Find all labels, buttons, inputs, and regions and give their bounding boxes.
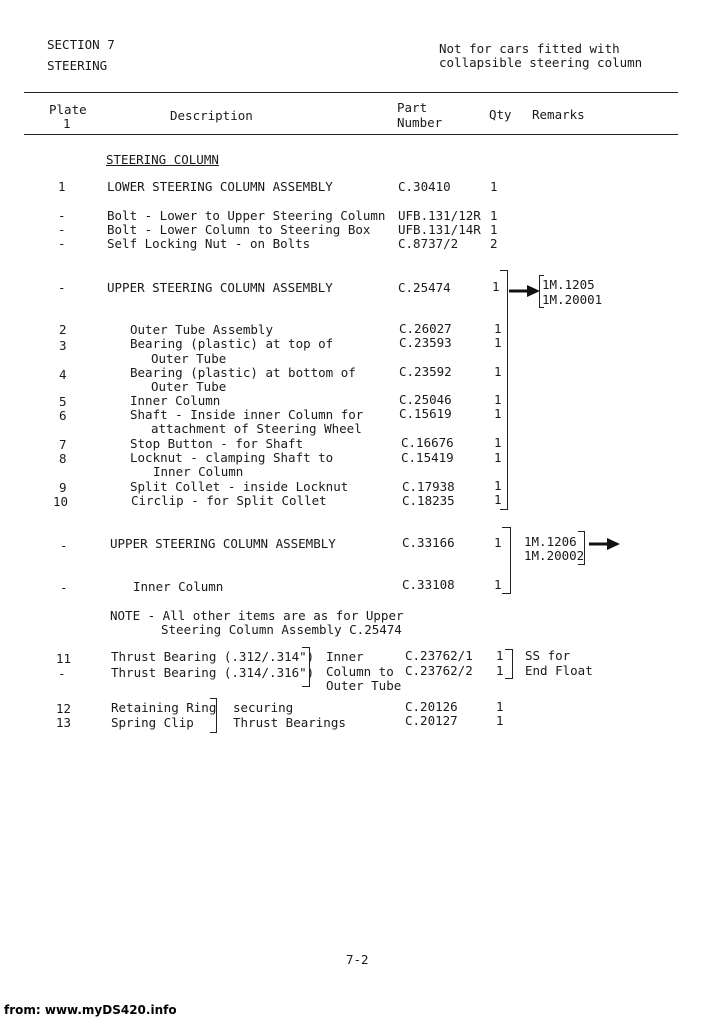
- remark-serial: 1M.1205: [542, 277, 595, 292]
- desc-cell: UPPER STEERING COLUMN ASSEMBLY: [110, 536, 336, 551]
- desc-cell: Bolt - Lower to Upper Steering Column: [107, 208, 386, 223]
- assembly-bracket: [502, 527, 511, 594]
- col-plate-number: 1: [63, 116, 71, 131]
- page-number: 7-2: [346, 952, 369, 967]
- plate-cell: 2: [59, 322, 67, 337]
- part-cell: C.20127: [405, 713, 458, 728]
- qty-cell: 1: [490, 208, 498, 223]
- part-cell: C.25474: [398, 280, 451, 295]
- plate-cell: -: [58, 666, 66, 681]
- part-cell: C.15619: [399, 406, 452, 421]
- part-cell: C.16676: [401, 435, 454, 450]
- desc-cell: Spring Clip: [111, 715, 194, 730]
- plate-cell: 6: [59, 408, 67, 423]
- qty-cell: 1: [494, 392, 502, 407]
- col-qty: Qty: [489, 107, 512, 122]
- part-cell: C.23593: [399, 335, 452, 350]
- remark-serial: 1M.1206: [524, 534, 577, 549]
- part-cell: C.23592: [399, 364, 452, 379]
- plate-cell: 13: [56, 715, 72, 730]
- qty-cell: 1: [494, 478, 502, 493]
- desc-cell: Thrust Bearing (.312/.314"): [111, 649, 315, 664]
- part-cell: C.17938: [402, 479, 455, 494]
- remark-serial: 1M.20002: [524, 548, 585, 563]
- qty-cell: 1: [494, 535, 502, 550]
- plate-cell: -: [58, 236, 66, 251]
- qty-cell: 1: [494, 406, 502, 421]
- desc-cell: Bearing (plastic) at top of: [130, 336, 334, 351]
- qty-cell: 1: [496, 648, 504, 663]
- desc-cell-cont: Inner Column: [153, 464, 244, 479]
- part-cell: C.33108: [402, 577, 455, 592]
- desc-cell-cont: Outer Tube: [151, 379, 227, 394]
- section-name: STEERING: [47, 58, 108, 73]
- thrust-side-text: Outer Tube: [326, 678, 402, 693]
- part-cell: C.23762/2: [405, 663, 473, 678]
- thrust-bracket: [302, 647, 310, 687]
- qty-cell: 1: [490, 222, 498, 237]
- desc-cell: Stop Button - for Shaft: [130, 436, 304, 451]
- assembly-bracket: [500, 270, 508, 510]
- plate-cell: 8: [59, 451, 67, 466]
- desc-cell: Retaining Ring: [111, 700, 217, 715]
- plate-cell: 5: [59, 394, 67, 409]
- plate-cell: 9: [59, 480, 67, 495]
- desc-cell: LOWER STEERING COLUMN ASSEMBLY: [107, 179, 333, 194]
- section-heading: STEERING COLUMN: [106, 152, 219, 167]
- desc-cell-cont: Outer Tube: [151, 351, 227, 366]
- remark-bracket: [578, 531, 585, 565]
- qty-cell: 1: [494, 450, 502, 465]
- part-cell: C.8737/2: [398, 236, 459, 251]
- remark-serial: 1M.20001: [542, 292, 603, 307]
- ring-clip-bracket: [210, 698, 217, 733]
- remark-text: End Float: [525, 663, 593, 678]
- qty-cell: 1: [494, 492, 502, 507]
- plate-cell: 11: [56, 651, 72, 666]
- part-cell: C.25046: [399, 392, 452, 407]
- plate-cell: 1: [58, 179, 66, 194]
- table-header-rule: [24, 134, 678, 135]
- plate-cell: 12: [56, 701, 72, 716]
- thrust-side-text: Inner: [326, 649, 364, 664]
- part-cell: UFB.131/14R: [398, 222, 481, 237]
- header-note-line2: collapsible steering column: [439, 55, 643, 70]
- part-cell: C.20126: [405, 699, 458, 714]
- arrow-right-icon: [589, 536, 621, 552]
- header-note-line1: Not for cars fitted with: [439, 41, 620, 56]
- ring-side-text: securing: [233, 700, 294, 715]
- desc-cell: Thrust Bearing (.314/.316"): [111, 665, 315, 680]
- arrow-right-icon: [509, 283, 541, 299]
- plate-cell: -: [58, 222, 66, 237]
- qty-cell: 1: [496, 699, 504, 714]
- desc-cell: Bearing (plastic) at bottom of: [130, 365, 356, 380]
- qty-cell: 1: [494, 335, 502, 350]
- desc-cell: Outer Tube Assembly: [130, 322, 273, 337]
- remark-text: SS for: [525, 648, 571, 663]
- plate-cell: -: [58, 280, 66, 295]
- clip-side-text: Thrust Bearings: [233, 715, 346, 730]
- plate-cell: -: [58, 208, 66, 223]
- note-line: Steering Column Assembly C.25474: [161, 622, 402, 637]
- desc-cell: Split Collet - inside Locknut: [130, 479, 349, 494]
- plate-cell: 7: [59, 437, 67, 452]
- source-footer: from: www.myDS420.info: [4, 1003, 177, 1017]
- desc-cell: Inner Column: [130, 393, 221, 408]
- qty-cell: 1: [494, 435, 502, 450]
- qty-cell: 1: [494, 364, 502, 379]
- part-cell: C.15419: [401, 450, 454, 465]
- table-top-rule: [24, 92, 678, 93]
- col-description: Description: [170, 108, 253, 123]
- qty-cell: 1: [490, 179, 498, 194]
- part-cell: C.18235: [402, 493, 455, 508]
- desc-cell: Circlip - for Split Collet: [131, 493, 327, 508]
- qty-bracket: [505, 649, 513, 679]
- section-number: SECTION 7: [47, 37, 115, 52]
- part-cell: C.33166: [402, 535, 455, 550]
- desc-cell: Locknut - clamping Shaft to: [130, 450, 334, 465]
- part-cell: UFB.131/12R: [398, 208, 481, 223]
- part-cell: C.30410: [398, 179, 451, 194]
- qty-cell: 1: [494, 321, 502, 336]
- desc-cell: Shaft - Inside inner Column for: [130, 407, 364, 422]
- thrust-side-text: Column to: [326, 664, 394, 679]
- qty-cell: 1: [492, 279, 500, 294]
- col-part-number: Number: [397, 115, 443, 130]
- col-plate-label: Plate: [49, 102, 87, 117]
- desc-cell: Self Locking Nut - on Bolts: [107, 236, 311, 251]
- qty-cell: 1: [496, 663, 504, 678]
- part-cell: C.26027: [399, 321, 452, 336]
- qty-cell: 2: [490, 236, 498, 251]
- col-remarks: Remarks: [532, 107, 585, 122]
- qty-cell: 1: [496, 713, 504, 728]
- plate-cell: 10: [53, 494, 69, 509]
- col-part-label: Part: [397, 100, 428, 115]
- plate-cell: 3: [59, 338, 67, 353]
- part-cell: C.23762/1: [405, 648, 473, 663]
- desc-cell: UPPER STEERING COLUMN ASSEMBLY: [107, 280, 333, 295]
- desc-cell-cont: attachment of Steering Wheel: [151, 421, 362, 436]
- plate-cell: -: [60, 538, 68, 553]
- plate-cell: -: [60, 580, 68, 595]
- desc-cell: Inner Column: [133, 579, 224, 594]
- plate-cell: 4: [59, 367, 67, 382]
- qty-cell: 1: [494, 577, 502, 592]
- note-line: NOTE - All other items are as for Upper: [110, 608, 404, 623]
- desc-cell: Bolt - Lower Column to Steering Box: [107, 222, 371, 237]
